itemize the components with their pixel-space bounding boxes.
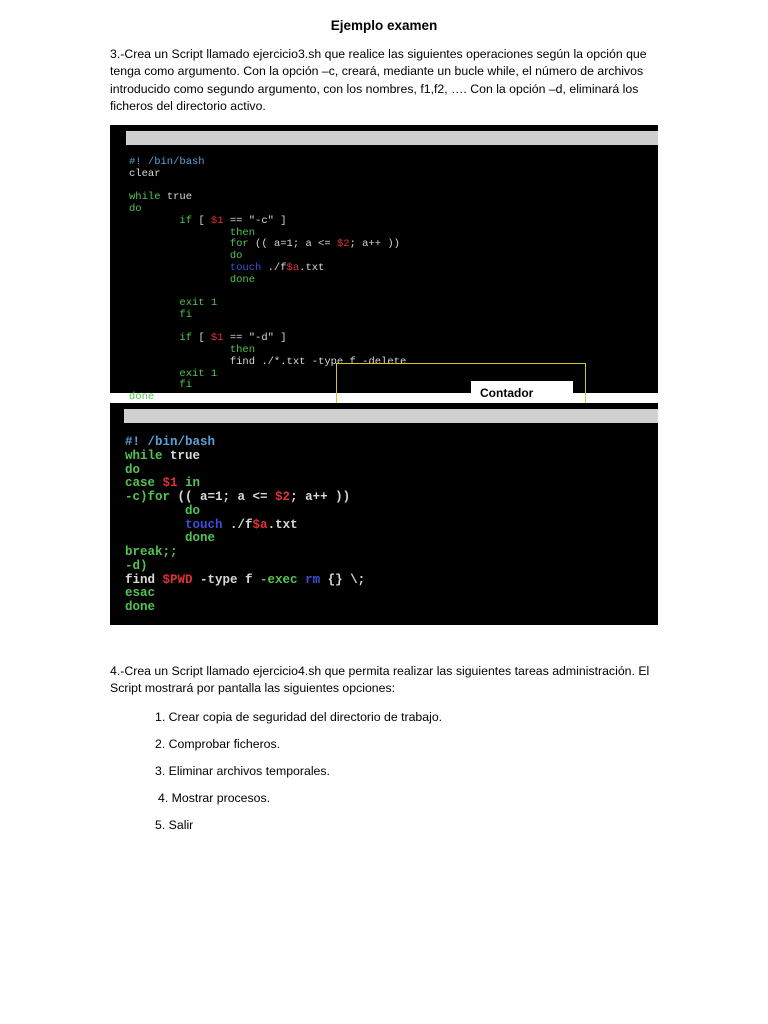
nano-screenshot-1 (110, 125, 658, 403)
nano-filename: ejercicio3.sh (412, 160, 498, 172)
list-item: 1. Crear copia de seguridad del directorio de trabajo. (155, 710, 443, 724)
list-item: 3. Eliminar archivos temporales. (155, 764, 330, 778)
script-code-block: #! /bin/bash clear while true do if [ $1 == "-c" ] then for (( a=1; a <= $2; a++ )) do touch ./f$a.txt done exit 1 fi if [ $1 == "-d" ] then find ./*.txt -type f -delete exit 1 fi done (129, 156, 407, 403)
question-4-text: 4.-Crea un Script llamado ejercicio4.sh que permita realizar las siguientes tareas administración. El Script mostrará por pantalla las siguientes opciones: (110, 664, 650, 696)
list-item: 5. Salir (155, 818, 194, 832)
question-3-text: 3.-Crea un Script llamado ejercicio3.sh que realice las siguientes operaciones según la opción que tenga como argumento. Con la opción –c, creará, mediante un bucle while, el número de archivos introducido como segundo argumento, con los nombres, f1,f2, …. Con la opción –d, eliminará los ficheros del directorio activo. (110, 47, 647, 114)
script-code-block: #! /bin/bash while true do case $1 in -c)for (( a=1; a <= $2; a++ )) do touch ./f$a.txt done break;; -d) find $PWD -type f -exec rm {} \; esac done (125, 435, 366, 614)
nano-version: GNU nano 2.9.3 (140, 146, 233, 158)
document-title: Ejemplo examen (330, 18, 438, 33)
list-item: 2. Comprobar ficheros. (155, 737, 281, 751)
counter-callout: Contador (471, 381, 573, 406)
nano-title-bar (126, 131, 658, 172)
nano-version: GNU nano 2.5.3 (138, 423, 244, 437)
nano-title-bar (124, 409, 658, 451)
nano-file-path: File: /home/aso/ejercicio3.sh (356, 437, 574, 451)
nano-screenshot-2 (110, 403, 658, 625)
list-item: 4. Mostrar procesos. (158, 791, 271, 805)
